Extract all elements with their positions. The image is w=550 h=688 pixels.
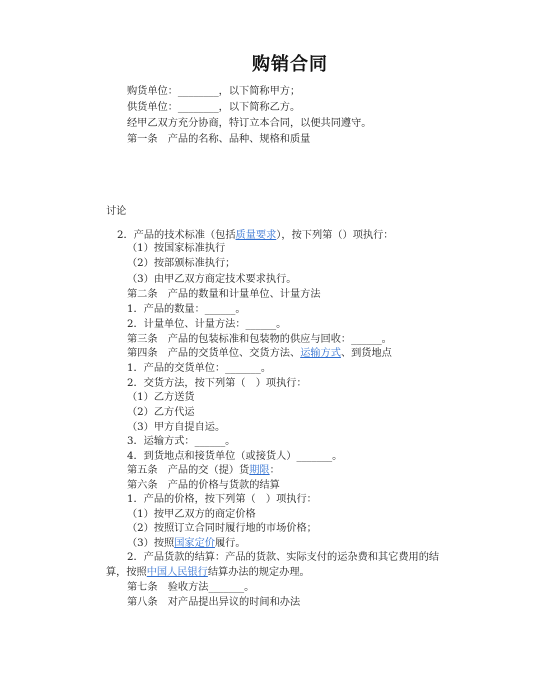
article-3-heading: 第三条 产品的包装标准和包装物的供应与回收：______。 bbox=[127, 334, 392, 345]
section-2-technical-standards bbox=[117, 229, 393, 242]
quality-requirements-link[interactable]: 质量要求 bbox=[235, 230, 277, 241]
article-7-heading: 第七条 验收方法_______。 bbox=[127, 582, 255, 593]
agreement-line: 经甲乙双方充分协商，特订立本合同，以便共同遵守。 bbox=[127, 118, 372, 129]
seller-line: 供货单位：________，以下简称乙方。 bbox=[127, 102, 301, 113]
standard-option-3: （3）由甲乙双方商定技术要求执行。 bbox=[127, 274, 297, 285]
section-2-text-post: ），按下列第（）项执行： bbox=[276, 230, 394, 241]
article-4-item-1: 1．产品的交货单位：_______。 bbox=[127, 363, 272, 374]
price-option-3-post: 履行。 bbox=[214, 538, 246, 549]
article-4-item-3: 3．运输方式：______。 bbox=[127, 436, 236, 447]
price-option-1: （1）按甲乙双方的商定价格 bbox=[127, 509, 256, 520]
peoples-bank-link[interactable]: 中国人民银行 bbox=[146, 567, 208, 578]
article-4-item-4: 4．到货地点和接货单位（或接货人）_______。 bbox=[127, 451, 343, 462]
delivery-option-1: （1）乙方送货 bbox=[127, 392, 195, 403]
article-1-heading: 第一条 产品的名称、品种、规格和质量 bbox=[127, 134, 311, 145]
article-2-heading: 第二条 产品的数量和计量单位、计量方法 bbox=[127, 289, 321, 300]
article-8-heading: 第八条 对产品提出异议的时间和办法 bbox=[127, 597, 301, 608]
state-pricing-link[interactable]: 国家定价 bbox=[174, 538, 215, 549]
discussion-label: 讨论 bbox=[106, 206, 127, 217]
article-6-heading: 第六条 产品的价格与货款的结算 bbox=[127, 480, 280, 491]
delivery-option-2: （2）乙方代运 bbox=[127, 407, 195, 418]
article-2-item-2: 2．计量单位、计量方法：______。 bbox=[127, 319, 287, 330]
article-6-item-2-cont-post: 结算办法的规定办理。 bbox=[207, 567, 310, 578]
article-6-item-1: 1．产品的价格，按下列第（ ）项执行： bbox=[127, 494, 317, 505]
article-4-text-post: 、到货地点 bbox=[340, 348, 392, 359]
buyer-line: 购货单位：________，以下简称甲方； bbox=[127, 86, 301, 97]
document-title: 购销合同 bbox=[252, 54, 328, 75]
article-4-heading bbox=[127, 347, 392, 360]
article-6-item-2: 2．产品货款的结算：产品的货款、实际支付的运杂费和其它费用的结 bbox=[127, 552, 440, 563]
article-2-item-1: 1．产品的数量：______。 bbox=[127, 304, 246, 315]
deadline-link[interactable]: 期限 bbox=[249, 465, 270, 476]
article-5-text-post: ： bbox=[269, 465, 280, 476]
article-5-text-pre: 第五条 产品的交（提）货 bbox=[127, 465, 250, 476]
delivery-option-3: （3）甲方自提自运。 bbox=[127, 422, 226, 433]
standard-option-1: （1）按国家标准执行 bbox=[127, 243, 226, 254]
transport-method-link[interactable]: 运输方式 bbox=[300, 348, 341, 359]
price-option-3 bbox=[127, 537, 246, 550]
price-option-3-pre: （3）按照 bbox=[127, 538, 175, 549]
article-6-item-2-cont bbox=[106, 566, 310, 579]
article-4-text-pre: 第四条 产品的交货单位、交货方法、 bbox=[127, 348, 301, 359]
article-4-item-2: 2．交货方法，按下列第（ ）项执行： bbox=[127, 378, 307, 389]
section-2-text-pre: 2．产品的技术标准（包括 bbox=[117, 230, 236, 241]
article-5-heading bbox=[127, 464, 280, 477]
article-6-item-2-cont-pre: 算，按照 bbox=[106, 567, 147, 578]
price-option-2: （2）按照订立合同时履行地的市场价格； bbox=[127, 523, 317, 534]
standard-option-2: （2）按部颁标准执行； bbox=[127, 258, 236, 269]
